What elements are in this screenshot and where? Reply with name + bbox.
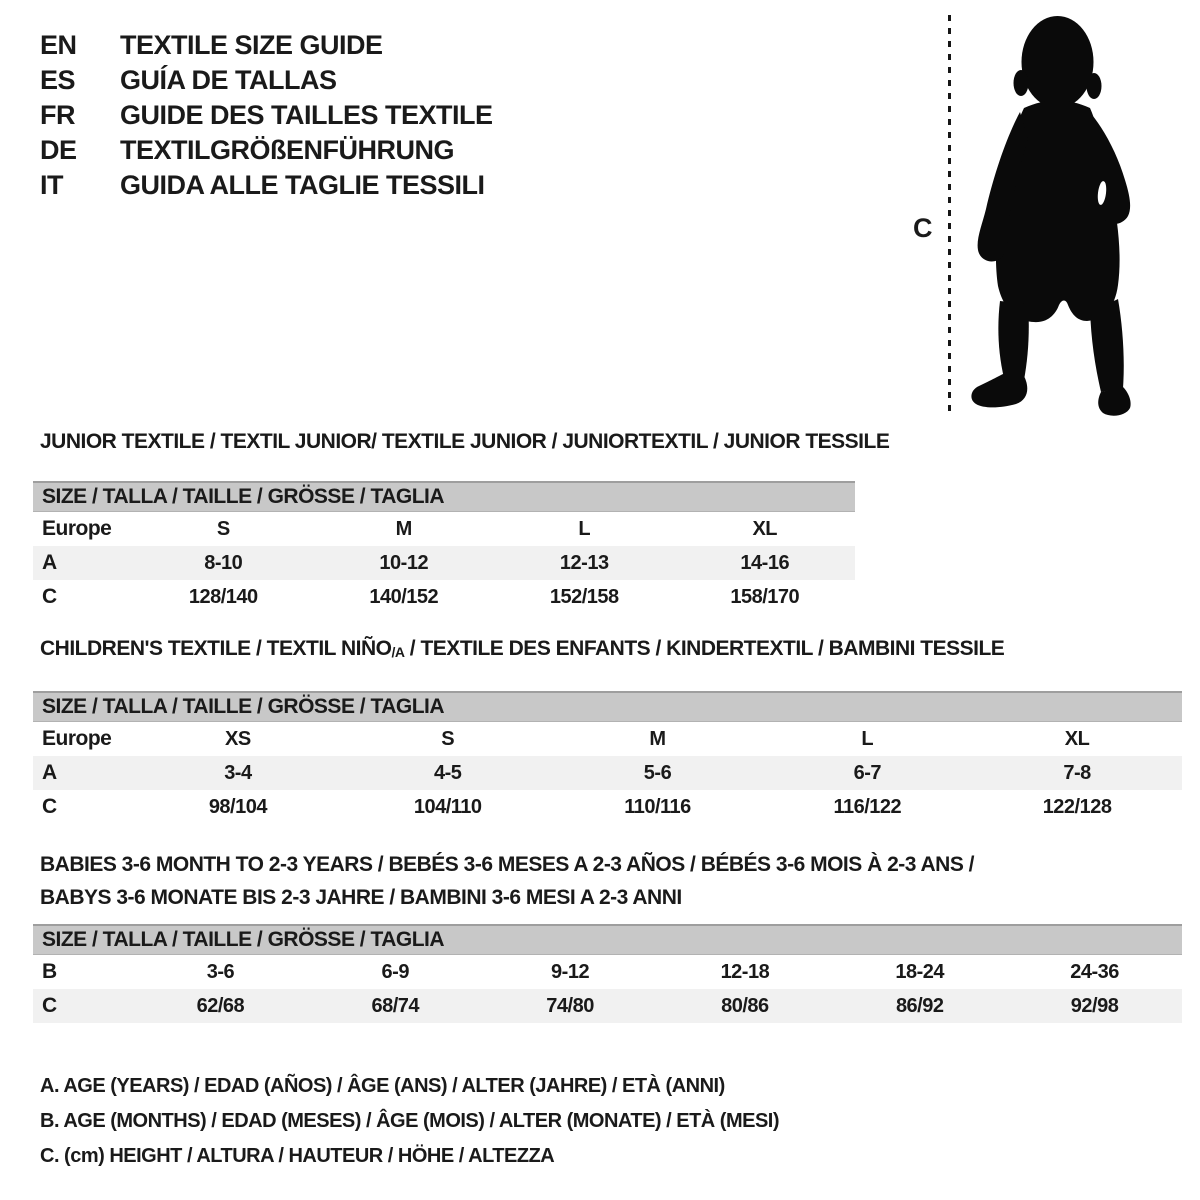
table-row-age-years [33,756,1182,790]
row-label: A [42,551,57,574]
size-header-band: SIZE / TALLA / TAILLE / GRÖSSE / TAGLIA [33,481,855,512]
baby-foot-left [971,370,1027,407]
lang-title: GUÍA DE TALLAS [120,65,337,95]
age-cell: 7-8 [1063,761,1091,784]
babies-title-line2: BABYS 3-6 MONATE BIS 2-3 JAHRE / BAMBINI 3-6 MESI A 2-3 ANNI [40,886,682,909]
lang-title: TEXTILE SIZE GUIDE [120,30,383,60]
row-label: C [42,585,57,608]
children-title-pre: CHILDREN'S TEXTILE / TEXTIL NIÑO [40,637,392,660]
lang-row-fr [40,98,493,133]
children-title-post: / TEXTILE DES ENFANTS / KINDERTEXTIL / BAMBINI TESSILE [404,637,1005,660]
age-cell: 3-6 [206,960,235,983]
size-header-band: SIZE / TALLA / TAILLE / GRÖSSE / TAGLIA [33,924,1182,955]
baby-head [1022,16,1094,108]
lang-code: FR [40,100,75,130]
height-cell: 140/152 [369,585,439,608]
size-header-band: SIZE / TALLA / TAILLE / GRÖSSE / TAGLIA [33,691,1182,722]
height-cell: 152/158 [549,585,619,608]
age-cell: 12-13 [559,551,609,574]
children-section-title [40,637,1004,661]
age-cell: 4-5 [433,761,462,784]
table-row-height-cm [33,580,855,614]
height-measure-label: C [913,213,932,243]
size-cell: L [861,727,874,750]
size-cell: XL [1064,727,1090,750]
lang-title: GUIDA ALLE TAGLIE TESSILI [120,170,485,200]
height-cell: 158/170 [730,585,800,608]
legend-age-years: A. AGE (YEARS) / EDAD (AÑOS) / ÂGE (ANS) / ALTER (JAHRE) / ETÀ (ANNI) [40,1075,725,1097]
table-row-europe [33,512,855,546]
row-label: Europe [42,727,112,750]
baby-ear-left [1014,70,1029,96]
legend-age-months: B. AGE (MONTHS) / EDAD (MESES) / ÂGE (MOIS) / ALTER (MONATE) / ETÀ (MESI) [40,1110,780,1132]
size-cell: M [395,517,412,540]
toddler-silhouette-image [960,8,1175,418]
age-cell: 10-12 [379,551,429,574]
height-measure-dashed-line [948,15,951,417]
lang-title: TEXTILGRÖßENFÜHRUNG [120,135,454,165]
age-cell: 8-10 [204,551,243,574]
size-cell: S [441,727,455,750]
age-cell: 3-4 [224,761,252,784]
children-title-suffix: /A [391,644,405,660]
table-row-age-years [33,546,855,580]
height-cell: 74/80 [546,994,594,1017]
height-cell: 92/98 [1070,994,1119,1017]
size-cell: M [649,727,666,750]
junior-section-title: JUNIOR TEXTILE / TEXTIL JUNIOR/ TEXTILE JUNIOR / JUNIORTEXTIL / JUNIOR TESSILE [40,430,890,453]
age-cell: 5-6 [643,761,672,784]
row-label: A [42,761,57,784]
table-row-height-cm [33,989,1182,1023]
height-cell: 80/86 [721,994,769,1017]
babies-section-title [40,848,974,914]
size-cell: XS [225,727,251,750]
babies-size-table [33,924,1182,1023]
lang-code: IT [40,170,63,200]
height-cell: 122/128 [1042,795,1112,818]
table-row-europe [33,722,1182,756]
row-label: C [42,795,57,818]
babies-title-line1: BABIES 3-6 MONTH TO 2-3 YEARS / BEBÉS 3-6 MESES A 2-3 AÑOS / BÉBÉS 3-6 MOIS À 2-3 ANS / [40,853,975,876]
junior-size-table [33,481,855,614]
language-title-list [40,28,493,203]
size-cell: L [578,517,591,540]
measure-legend [40,1069,779,1174]
table-row-height-cm [33,790,1182,824]
children-size-table [33,691,1182,824]
age-cell: 24-36 [1070,960,1119,983]
height-cell: 68/74 [371,994,420,1017]
table-row-age-months [33,955,1182,989]
lang-title: GUIDE DES TAILLES TEXTILE [120,100,493,130]
baby-leg-right [1090,299,1124,392]
baby-ear-right [1087,73,1102,99]
height-cell: 104/110 [413,795,482,818]
lang-row-de [40,133,493,168]
lang-code: EN [40,30,77,60]
lang-row-es [40,63,493,98]
legend-height-cm: C. (cm) HEIGHT / ALTURA / HAUTEUR / HÖHE / ALTEZZA [40,1145,555,1167]
row-label: Europe [42,517,112,540]
height-cell: 98/104 [208,795,267,818]
height-cell: 128/140 [188,585,258,608]
age-cell: 9-12 [551,960,590,983]
lang-row-it [40,168,493,203]
row-label: B [42,960,57,983]
age-cell: 6-9 [381,960,409,983]
size-cell: XL [752,517,778,540]
height-cell: 86/92 [895,994,944,1017]
age-cell: 18-24 [895,960,945,983]
lang-code: DE [40,135,77,165]
row-label: C [42,994,57,1017]
age-cell: 14-16 [740,551,790,574]
size-cell: S [216,517,230,540]
baby-leg-left [998,301,1028,380]
height-cell: 116/122 [833,795,902,818]
lang-row-en [40,28,493,63]
height-cell: 62/68 [196,994,245,1017]
age-cell: 12-18 [720,960,770,983]
height-cell: 110/116 [624,795,691,818]
lang-code: ES [40,65,76,95]
age-cell: 6-7 [853,761,881,784]
